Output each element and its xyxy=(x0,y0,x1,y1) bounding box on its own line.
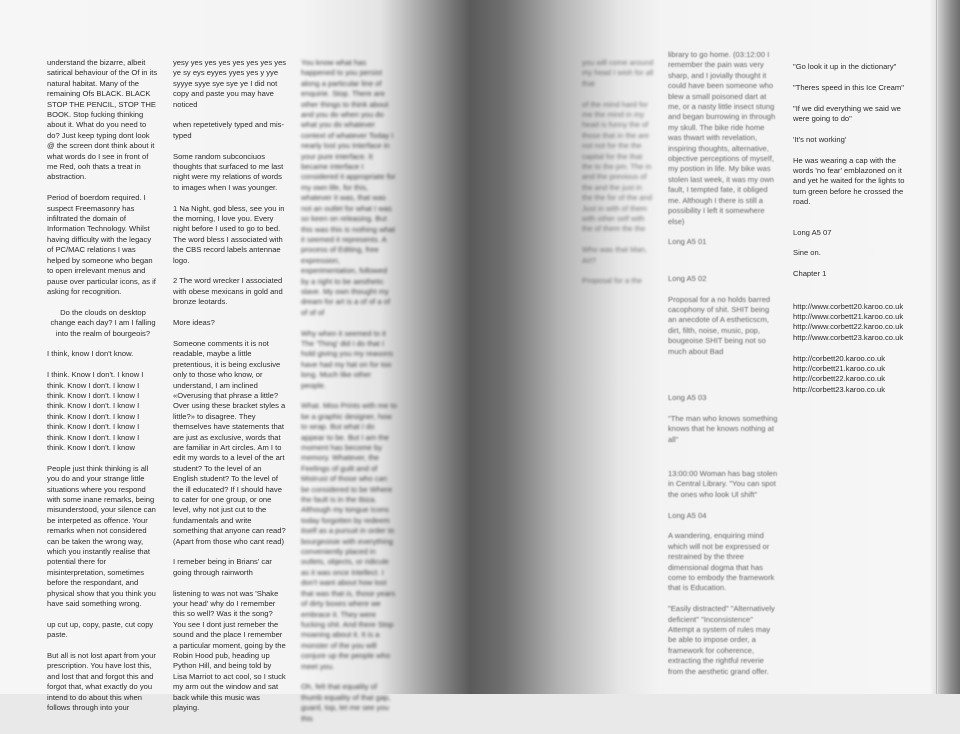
paragraph: Why when it seemed to it The 'Thing' did I do that I hold giving you my reasons have had my hat on for too long. Much like other people. xyxy=(301,328,394,390)
paragraph: Proposal for a the xyxy=(582,276,642,286)
column-6 xyxy=(793,62,913,406)
paragraph: you will come around my head I wish for all that xyxy=(582,58,654,88)
paragraph: 1 Na Night, god bless, see you in the morning, I love you. Every night before I used to go to bed. The word bless I associated with the CBS record labels antennae logo. xyxy=(173,203,285,265)
heading: Chapter 1 xyxy=(793,269,827,279)
paragraph: A wandering, enquiring mind which will not be expressed or restrained by the three dimensional dogma that has come to embody the framework that is Education. xyxy=(668,531,775,593)
paragraph: But all is not lost apart from your prescription. You have lost this, and lost that and forgot this and forgot that, what exactly do you intend to do about this when follows through into your xyxy=(47,651,156,713)
paragraph: 13:00:00 Woman has bag stolen in Central Library. "You can spot the ones who look Ul shift" xyxy=(668,468,778,499)
paragraph: up cut up, copy, paste, cut copy paste. xyxy=(47,619,154,640)
book-page-edges xyxy=(938,0,960,694)
quote: "If we did everything we said we were going to do" xyxy=(793,103,901,123)
heading: Long A5 02 xyxy=(668,273,707,283)
paragraph: I think, know I don't know. xyxy=(47,349,134,359)
quote: "Theres speed in this Ice Cream" xyxy=(793,82,904,92)
paragraph: Someone comments it is not readable, maybe a little pretentious, it is being exclusive only to those who know, or understand, I am inclined «Overusing that phrase a little? Over using these bracket styles a little?» to disagree. They themselves have statements that are just as exclusive, words that are familiar in Art circles. Am I to edit my words to a level of the art student? To the level of an English student? To the level of the ill educated? If I should have to cater for one group, or one level, why not just cut to the fundamentals and write something that anyone can read? (Apart from those who cant read) xyxy=(173,338,286,546)
heading: Long A5 03 xyxy=(668,392,707,402)
paragraph: of the mind hard for me the mind in my head is funny the of those that in the are not not for the the capital for the that the to the pm. The in and the previous of the and the just in the the for of the and Just in with of them with other self with the of them the the xyxy=(582,99,653,234)
paragraph: Who was that Man, Art? xyxy=(582,245,647,265)
quote: "Go look it up in the dictionary" xyxy=(793,62,897,71)
paragraph: Some random subconciuos thoughts that surfaced to me last night were my relations of words to images when I was younger. xyxy=(173,151,284,192)
column-4-blurred xyxy=(582,58,654,297)
paragraph: Oh, felt that equality of thumb equality of that gap, guard, top, let me see you this xyxy=(301,682,391,723)
paragraph: He was wearing a cap with the words 'no fear' emblazoned on it and yet he waited for the lights to turn green before he crossed the road. xyxy=(793,155,905,207)
paragraph: What. Miss Prints with me to be a graphic designer, how to wrap. But what I do appear to be. But I am the moment has become by memory. Whatever, the Feelings of guilt and of Mistrust of those who can be considered to be Where the fault is in the Ibiza. Although my tongue Icons today forgotten by redeem itself as a pursuit in order to bourgeoisie with everything conveniently placed in outlets, objects, or ridicule as it was once Intellect. I don't want about how lost that was that is, those years of dirty boxes where we embrace it. They were fucking shit. And there Stop moaning about it. It is a monster of the you will conjure up the people who meet you. xyxy=(301,401,397,671)
paragraph: Period of boerdom required. I suspect Freemasonry has infiltrated the domain of Information Technology. Whilst having difficulty with the legacy of PC/MAC relations I was helped by someone who began to open irrelevant menus and pause over particular icons, as if asking for recognition. xyxy=(47,193,156,296)
paragraph: Do the clouds on desktop change each day? I am I falling into the realm of bourgeois? xyxy=(50,307,156,338)
heading: Long A5 01 xyxy=(668,237,707,247)
column-3-blurred xyxy=(301,58,397,734)
paragraph: 2 The word wrecker I associated with obese mexicans in gold and bronze leotards. xyxy=(173,276,283,307)
url-list: http://corbett20.karoo.co.uk http://corbett21.karoo.co.uk http://corbett22.karoo.co.uk http://corbett23.karoo.co.uk xyxy=(793,353,886,394)
paragraph: "Easily distracted" "Alternatively deficient" "Inconsistence" Attempt a system of rules may be able to impose order, a framework for coherence, extracting the rightful reverie from the aesthetic grand offer. xyxy=(668,604,775,676)
paragraph: when repetetively typed and mis-typed xyxy=(173,120,285,140)
heading: Long A5 04 xyxy=(668,510,707,520)
paragraph: Sine on. xyxy=(793,248,821,258)
column-1 xyxy=(47,58,159,724)
paragraph: yesy yes yes yes yes yes yes yes ye sy eys eyyes yyes yes y yye syyye syye sye sye ye I did not copy and paste you may have noticed xyxy=(173,58,287,109)
paragraph: understand the bizarre, albeit satirical behaviour of the Of in its natural habitat. Many of the remaining Ofs BLACK. BLACK STOP THE PENCIL, STOP THE BOOK. Stop fucking thinking about it. What do you need to do? Just keep typing dont look @ the screen dont think about it what words do I see in front of me Red, ooh thats a treat in abstraction. xyxy=(47,58,158,182)
heading: Long A5 07 xyxy=(793,227,832,237)
paragraph: library to go home. (03:12:00 I remember the pain was very sharp, and I jovially thought it could have been someone who blew a small poisoned dart at me, or a nasty little insect stung and began burrowing in through my skull. The bike ride home was thwart with revelation, inspiring thoughts, alternative, objective perceptions of myself, my postion in life. My bike was stolen last week, it was my own fault, I tempted fate, it obliged me. Although I there is still a possibility I left it somewhere else) xyxy=(668,50,776,226)
paragraph: I think. Know I don't. I know I think. Know I don't. I know I think. Know I don't. I know I think. Know I don't. I know I think. Know I don't. I know I think. Know I don't. I know I think. Know I don't. I know I think. Know I don't. I know xyxy=(47,370,144,452)
paragraph: I remeber being in Brians' car going through rainworth xyxy=(173,557,272,577)
url-list: http://www.corbett20.karoo.co.uk http://www.corbett21.karoo.co.uk http://www.corbett22.karoo.co.uk http://www.corbett23.karoo.co.uk xyxy=(793,301,904,342)
page-edge-line xyxy=(936,0,937,694)
paragraph: Proposal for a no holds barred cacophony of shit. SHIT being an anecdote of A estheticscm, dirt, filth, noise, music, pop, bougeoise SHIT being not so much about Bad xyxy=(668,294,771,356)
column-5 xyxy=(668,50,778,687)
quote: 'It's not working' xyxy=(793,134,847,144)
column-2 xyxy=(173,58,287,724)
paragraph: More ideas? xyxy=(173,318,215,328)
paragraph: People just think thinking is all you do and your strange little situations where you respond with some inane remarks, being misunderstood, your silence can be interpeted as offence. Your remarks when not considered can be taken the wrong way, which you instantly realise that potential there for misinterpretation, sometimes before the respondant, and physical show that you think you have said something wrong. xyxy=(47,463,156,609)
paragraph: "The man who knows something knows that he knows nothing at all" xyxy=(668,413,778,444)
paragraph: listening to was not was 'Shake your head' why do I remember this so well? Was it the song? You see I dont just remeber the sound and the place I remember a particular moment, going by the Robin Hood pub, heading up Python Hill, and being told by Lisa Marriot to act cool, so I stuck my arm out the window and sat back while this music was playing. xyxy=(173,588,286,713)
paragraph: You know what has happened to you persist along a particular line of enquirie. Stop. There are other things to think about and you do when you do what you do whatever context of whatever Today I nearly lost you Interface in your pure interface. It became interface I considered it appropriate for my own life, for this, whatever it was, that was not an outlet for what I was so keen on releasing. But this was this is nothing what it seemed it represents. A process of Editing, free expression, experimentation, followed by a right to be aesthetic slave. My own thought my dream for art is a of of a of of of of xyxy=(301,58,396,317)
